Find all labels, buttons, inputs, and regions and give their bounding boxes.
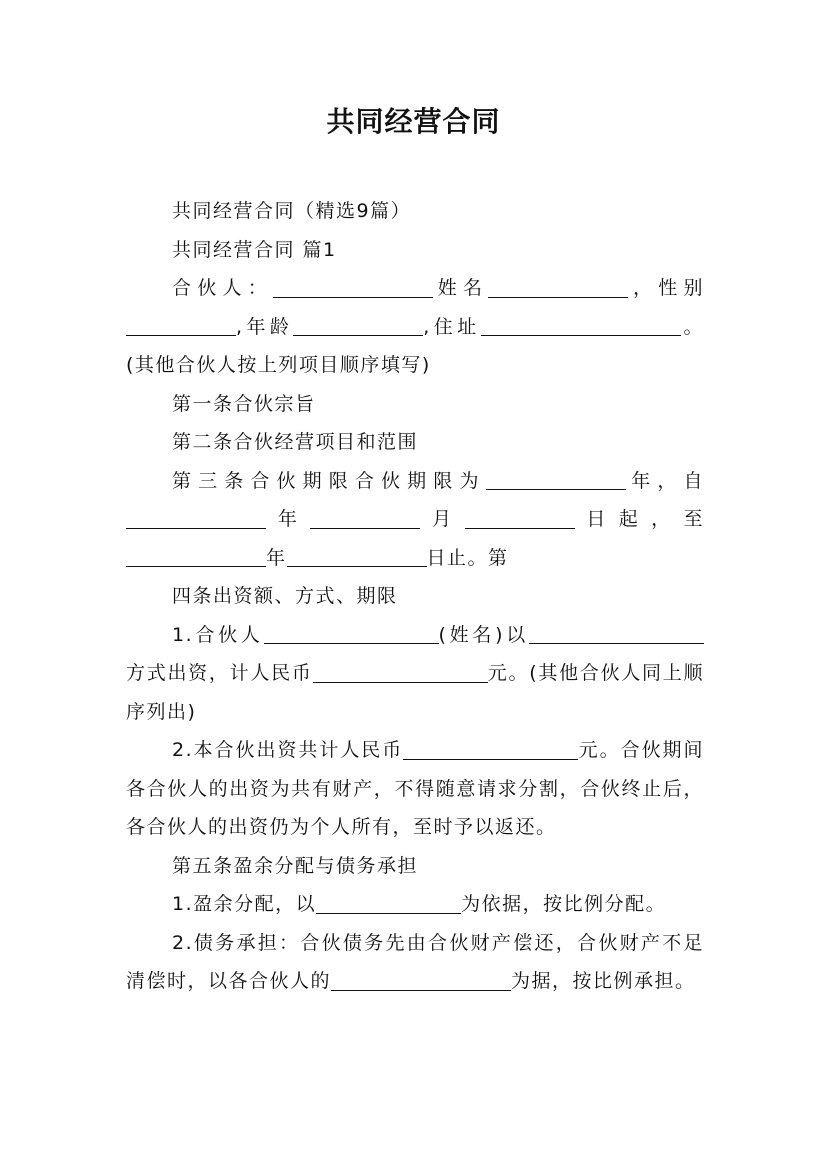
- distribution-2-text-b: 为据，按比例承担。: [511, 970, 696, 992]
- article-5: 第五条盈余分配与债务承担: [172, 854, 419, 877]
- article-4: 四条出资额、方式、期限: [172, 585, 398, 607]
- address-label: ,住址: [423, 315, 481, 338]
- article-3-paragraph: [126, 462, 704, 578]
- document-body: [126, 192, 704, 1001]
- article-1: 第一条合伙宗旨: [172, 392, 316, 415]
- contribution-1-text-a: 1.合伙人: [172, 623, 264, 646]
- subtitle: 共同经营合同（精选9篇）: [172, 200, 412, 222]
- contribution-1-text-b: (姓名)以: [438, 623, 529, 646]
- partner-note: (其他合伙人按上列项目顺序填写): [126, 354, 431, 376]
- gender-label: ，性别: [628, 277, 704, 299]
- partner-blank[interactable]: [273, 277, 433, 298]
- start-month-blank[interactable]: [310, 508, 420, 529]
- contribution-2-text-a: 2.本合伙出资共计人民币: [172, 739, 404, 761]
- distribution-2-text-a: 2.债务承担：合伙债务先由合伙财产偿还，合伙财产不足清偿时，以各合伙人的: [126, 931, 704, 992]
- age-blank[interactable]: [293, 315, 423, 336]
- document-title: 共同经营合同: [326, 105, 501, 138]
- profit-basis-blank[interactable]: [316, 893, 461, 914]
- article-3-text-b: 年，自: [625, 469, 704, 492]
- distribution-2-paragraph: [126, 924, 704, 1001]
- name-label: 姓名: [432, 277, 489, 299]
- article-3-text-a: 第三条合伙期限合伙期限为: [172, 469, 486, 492]
- article-2: 第二条合伙经营项目和范围: [172, 431, 419, 453]
- gender-blank[interactable]: [126, 315, 236, 336]
- total-contribution-blank[interactable]: [403, 739, 578, 760]
- contribution-1-text-c: 方式出资，计人民币: [126, 662, 313, 684]
- partner-name-blank[interactable]: [264, 623, 439, 644]
- contribution-1-text-d: 元。(其他合伙人同上顺序列出): [126, 662, 704, 723]
- distribution-1-text-a: 1.盈余分配，以: [172, 893, 317, 915]
- debt-basis-blank[interactable]: [331, 970, 511, 991]
- article-3-text-e: 日起，至: [574, 508, 704, 530]
- contribution-method-blank[interactable]: [529, 623, 704, 644]
- contribution-2-text-b: 元。合伙期间各合伙人的出资为共有财产，不得随意请求分割，合伙终止后，各合伙人的出资仍为个人所有，至时予以返还。: [126, 739, 704, 838]
- start-year-blank[interactable]: [126, 508, 266, 529]
- partner-info-paragraph: [126, 269, 704, 385]
- article-3-text-f: 年: [266, 546, 287, 569]
- term-years-blank[interactable]: [486, 469, 626, 490]
- contribution-1-paragraph: [126, 616, 704, 732]
- end-year-blank[interactable]: [126, 546, 266, 567]
- article-3-text-c: 年: [266, 508, 311, 530]
- period-mark: 。: [680, 315, 704, 338]
- name-blank[interactable]: [488, 277, 628, 298]
- article-3-text-g: 日止。第: [426, 546, 509, 569]
- age-label: ,年龄: [236, 315, 294, 338]
- start-day-blank[interactable]: [465, 508, 575, 529]
- article-3-text-d: 月: [420, 508, 465, 530]
- distribution-1-paragraph: [126, 885, 704, 924]
- section-heading: 共同经营合同 篇1: [172, 238, 337, 261]
- distribution-1-text-b: 为依据，按比例分配。: [461, 893, 667, 915]
- contribution-amount-blank[interactable]: [313, 662, 488, 683]
- address-blank[interactable]: [481, 315, 681, 336]
- contribution-2-paragraph: [126, 731, 704, 847]
- end-day-blank[interactable]: [287, 546, 427, 567]
- partner-label: 合伙人：: [172, 277, 273, 299]
